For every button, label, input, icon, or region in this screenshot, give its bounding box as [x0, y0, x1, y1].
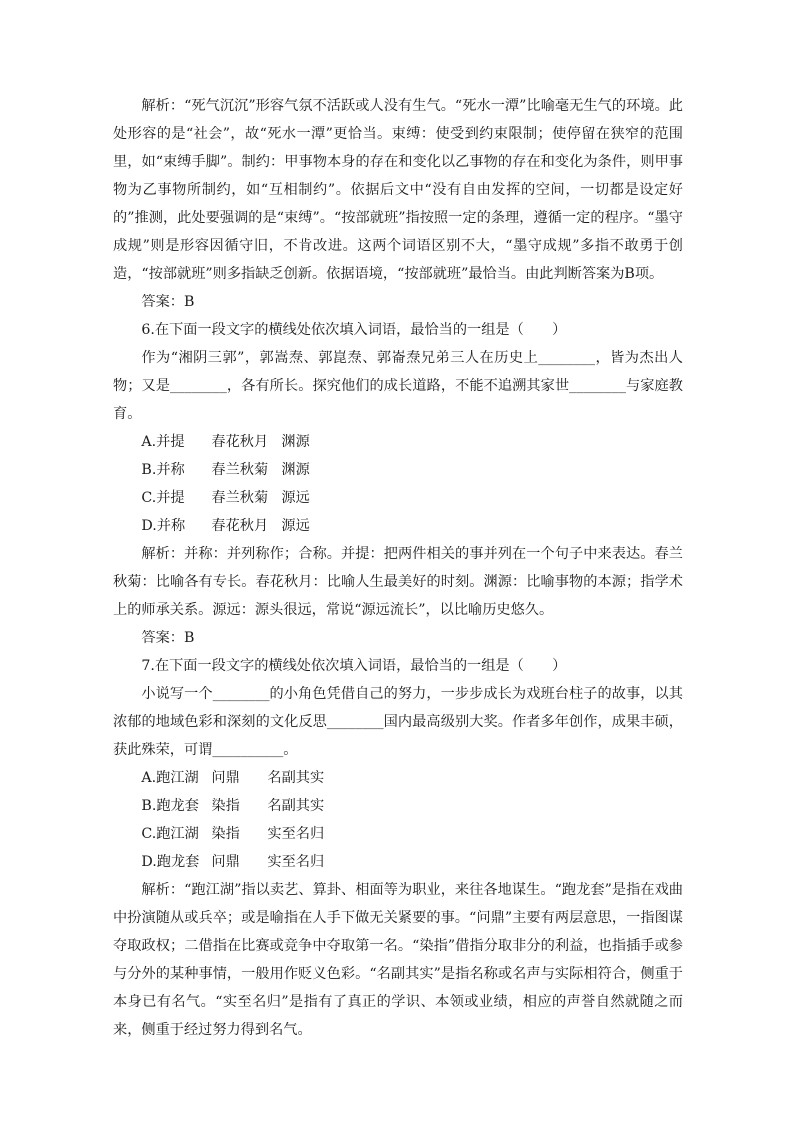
q6-option-b: B.并称 春兰秋菊 渊源	[141, 462, 310, 478]
document-page	[113, 92, 683, 1044]
q6-passage: 作为“湘阴三郭”，郭嵩焘、郭崑焘、郭崙焘兄弟三人在历史上________，皆为杰出人物；又是________，各有所长。探究他们的成长道路，不能不追溯其家世________与家庭教育。	[113, 350, 683, 422]
q5-analysis: 解析：“死气沉沉”形容气氛不活跃或人没有生气。“死水一潭”比喻毫无生气的环境。此处形容的是“社会”，故“死水一潭”更恰当。束缚：使受到约束限制；使停留在狭窄的范围里，如“束缚手脚”。制约：甲事物本身的存在和变化以乙事物的存在和变化为条件，则甲事物为乙事物所制约，如“互相制约”。依据后文中“没有自由发挥的空间，一切都是设定好的”推测，此处要强调的是“束缚”。“按部就班”指按照一定的条理，遵循一定的程序。“墨守成规”则是形容因循守旧，不肯改进。这两个词语区别不大，“墨守成规”多指不敢勇于创造，“按部就班”则多指缺乏创新。依据语境，“按部就班”最恰当。由此判断答案为B项。	[113, 98, 683, 282]
q6-option-a: A.并提 春花秋月 渊源	[141, 434, 310, 450]
q6-option-d: D.并称 春花秋月 源远	[141, 518, 310, 534]
q5-answer: 答案：B	[141, 294, 195, 310]
q6-question: 6.在下面一段文字的横线处依次填入词语，最恰当的一组是（ ）	[141, 322, 567, 338]
q7-analysis: 解析：“跑江湖”指以卖艺、算卦、相面等为职业，来往各地谋生。“跑龙套”是指在戏曲中扮演随从或兵卒；或是喻指在人手下做无关紧要的事。“问鼎”主要有两层意思，一指图谋夺取政权；二借指在比赛或竞争中夺取第一名。“染指”借指分取非分的利益，也指插手或参与分外的某种事情，一般用作贬义色彩。“名副其实”是指名称或名声与实际相符合，侧重于本身已有名气。“实至名归”是指有了真正的学识、本领或业绩，相应的声誉自然就随之而来，侧重于经过努力得到名气。	[113, 882, 683, 1038]
q6-answer: 答案：B	[141, 630, 195, 646]
q6-options	[113, 428, 683, 540]
q7-option-a: A.跑江湖 问鼎 名副其实	[141, 770, 325, 786]
q7-passage: 小说写一个________的小角色凭借自己的努力，一步步成长为戏班台柱子的故事，以其浓郁的地域色彩和深刻的文化反思________国内最高级别大奖。作者多年创作，成果丰硕，获此殊荣，可谓__________。	[113, 686, 683, 758]
q7-option-b: B.跑龙套 染指 名副其实	[141, 798, 325, 814]
q7-question: 7.在下面一段文字的横线处依次填入词语，最恰当的一组是（ ）	[141, 658, 567, 674]
q7-option-d: D.跑龙套 问鼎 实至名归	[141, 854, 325, 870]
q6-analysis: 解析：并称：并列称作；合称。并提：把两件相关的事并列在一个句子中来表达。春兰秋菊：比喻各有专长。春花秋月：比喻人生最美好的时刻。渊源：比喻事物的本源；指学术上的师承关系。源远：源头很远，常说“源远流长”，以比喻历史悠久。	[113, 546, 683, 618]
q7-option-c: C.跑江湖 染指 实至名归	[141, 826, 325, 842]
q7-options	[113, 764, 683, 876]
q6-option-c: C.并提 春兰秋菊 源远	[141, 490, 310, 506]
